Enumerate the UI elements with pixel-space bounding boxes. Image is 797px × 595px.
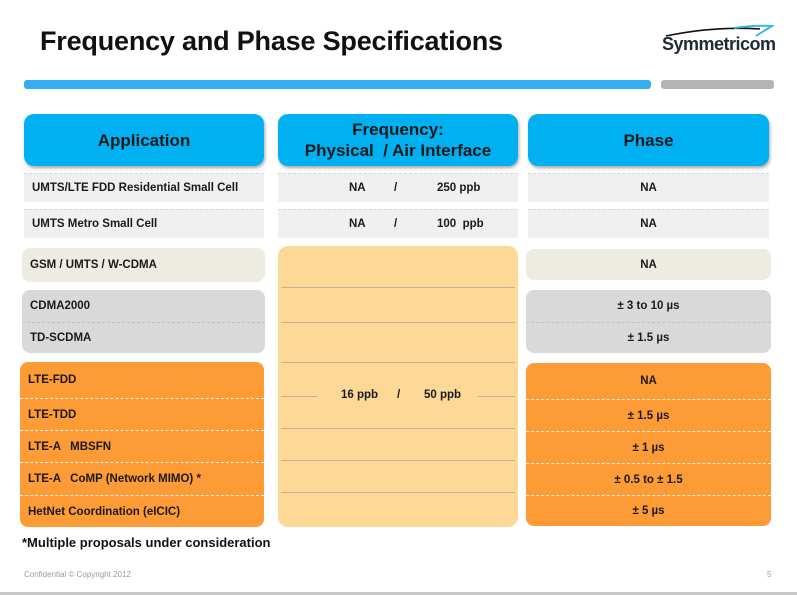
freq-physical: NA — [349, 182, 366, 194]
header-frequency-line2: Physical / Air Interface — [304, 141, 492, 160]
slide-title: Frequency and Phase Specifications — [40, 26, 503, 56]
page-number: 5 — [767, 570, 772, 579]
footnote: *Multiple proposals under consideration — [22, 535, 271, 550]
table-row-app: UMTS Metro Small Cell — [24, 209, 264, 238]
row-divider — [281, 287, 515, 288]
freq-physical: 16 ppb — [341, 389, 379, 401]
group-gsm-phase — [526, 249, 771, 280]
row-divider — [281, 322, 515, 323]
table-row-phase: ± 5 µs — [526, 495, 771, 526]
table-row-frequency — [278, 173, 518, 202]
table-row-phase: ± 3 to 10 µs — [617, 300, 680, 312]
symmetricom-logo — [660, 24, 780, 60]
title-underline-blue — [24, 80, 651, 89]
row-divider — [281, 460, 515, 461]
group-gsm-app — [22, 248, 265, 282]
table-row-phase: ± 1.5 µs — [526, 322, 771, 353]
table-row-phase: NA — [528, 173, 769, 202]
header-frequency — [278, 114, 518, 166]
table-row-phase: ± 0.5 to ± 1.5 — [526, 463, 771, 495]
header-phase-label: Phase — [623, 130, 674, 150]
table-row-phase: NA — [640, 258, 657, 271]
row-divider — [478, 396, 515, 397]
table-row-app: TD-SCDMA — [22, 322, 265, 353]
header-application — [24, 114, 264, 166]
row-divider — [281, 362, 515, 363]
group-lte-app — [20, 362, 264, 527]
freq-air: 50 ppb — [424, 389, 462, 401]
table-row-phase: ± 1.5 µs — [526, 399, 771, 431]
header-frequency-line1: Frequency: — [352, 120, 444, 139]
table-row-app: GSM / UMTS / W-CDMA — [30, 259, 157, 271]
freq-sep: / — [394, 182, 398, 194]
table-row-app: CDMA2000 — [30, 300, 91, 312]
group-cdma-phase — [526, 290, 771, 353]
title-underline-gray — [661, 80, 774, 89]
table-row-app: LTE-FDD — [28, 374, 77, 386]
freq-sep: / — [397, 389, 401, 401]
table-row-app: LTE-A CoMP (Network MIMO) * — [20, 462, 264, 495]
table-row-app: UMTS/LTE FDD Residential Small Cell — [24, 173, 264, 202]
freq-air: 250 ppb — [437, 182, 481, 194]
freq-air: 100 ppb — [437, 218, 484, 230]
row-divider — [281, 428, 515, 429]
footer-copyright: Confidential © Copyright 2012 — [24, 570, 131, 579]
freq-sep: / — [394, 218, 398, 230]
group-cdma-app — [22, 290, 265, 353]
table-row-phase: NA — [640, 375, 657, 387]
header-application-label: Application — [97, 130, 191, 150]
logo-text: Symmetricom — [662, 34, 776, 54]
table-row-app: HetNet Coordination (eICIC) — [20, 495, 264, 527]
table-row-app: LTE-A MBSFN — [20, 430, 264, 462]
shared-frequency-block — [278, 246, 518, 527]
row-divider — [281, 492, 515, 493]
table-row-frequency — [278, 209, 518, 238]
header-phase — [528, 114, 769, 166]
table-row-phase: NA — [528, 209, 769, 238]
freq-physical: NA — [349, 218, 366, 230]
row-divider — [281, 396, 317, 397]
table-row-phase: ± 1 µs — [526, 431, 771, 463]
group-lte-phase — [526, 363, 771, 526]
table-row-app: LTE-TDD — [20, 398, 264, 430]
